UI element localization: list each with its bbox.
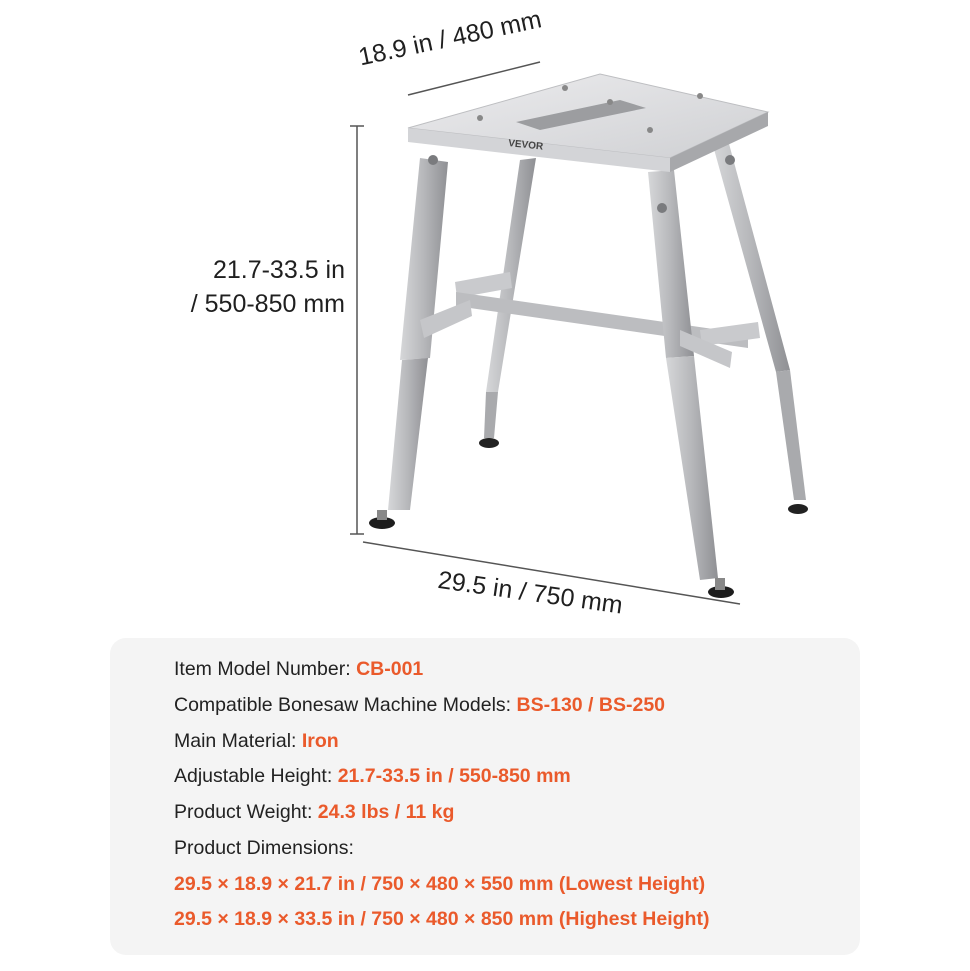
height-dimension-line1: 21.7-33.5 in	[212, 256, 345, 284]
spec-weight	[174, 801, 454, 824]
width-dimension-label: 18.9 in / 480 mm	[356, 5, 544, 72]
spec-height	[174, 765, 571, 788]
spec-compatible-value: BS-130 / BS-250	[516, 694, 666, 716]
spec-weight-value: 24.3 lbs / 11 kg	[317, 801, 455, 823]
spec-material-value: Iron	[301, 730, 339, 752]
length-dimension-label: 29.5 in / 750 mm	[436, 566, 625, 620]
spec-material-label: Main Material:	[174, 730, 302, 752]
height-dimension-label	[150, 253, 345, 321]
spec-model-label: Item Model Number:	[174, 658, 357, 680]
specs-panel	[110, 638, 860, 955]
spec-height-label: Adjustable Height:	[174, 765, 338, 787]
bolts	[428, 155, 735, 213]
height-dimension-line2: / 550-850 mm	[190, 290, 345, 318]
spec-compatible	[174, 694, 665, 717]
spec-dimensions-label: Product Dimensions:	[174, 837, 354, 859]
spec-model-value: CB-001	[356, 658, 424, 680]
spec-dim-lowest: 29.5 × 18.9 × 21.7 in / 750 × 480 × 550 mm (Lowest Height)	[174, 873, 706, 895]
table-top	[408, 74, 768, 172]
spec-model	[174, 658, 423, 681]
spec-dim-highest: 29.5 × 18.9 × 33.5 in / 750 × 480 × 850 mm (Highest Height)	[174, 908, 710, 930]
brand-label: VEVOR	[507, 138, 544, 153]
spec-material	[174, 730, 339, 753]
spec-height-value: 21.7-33.5 in / 550-850 mm	[337, 765, 571, 787]
spec-weight-label: Product Weight:	[174, 801, 318, 823]
front-legs	[369, 158, 734, 598]
spec-compatible-label: Compatible Bonesaw Machine Models:	[174, 694, 517, 716]
